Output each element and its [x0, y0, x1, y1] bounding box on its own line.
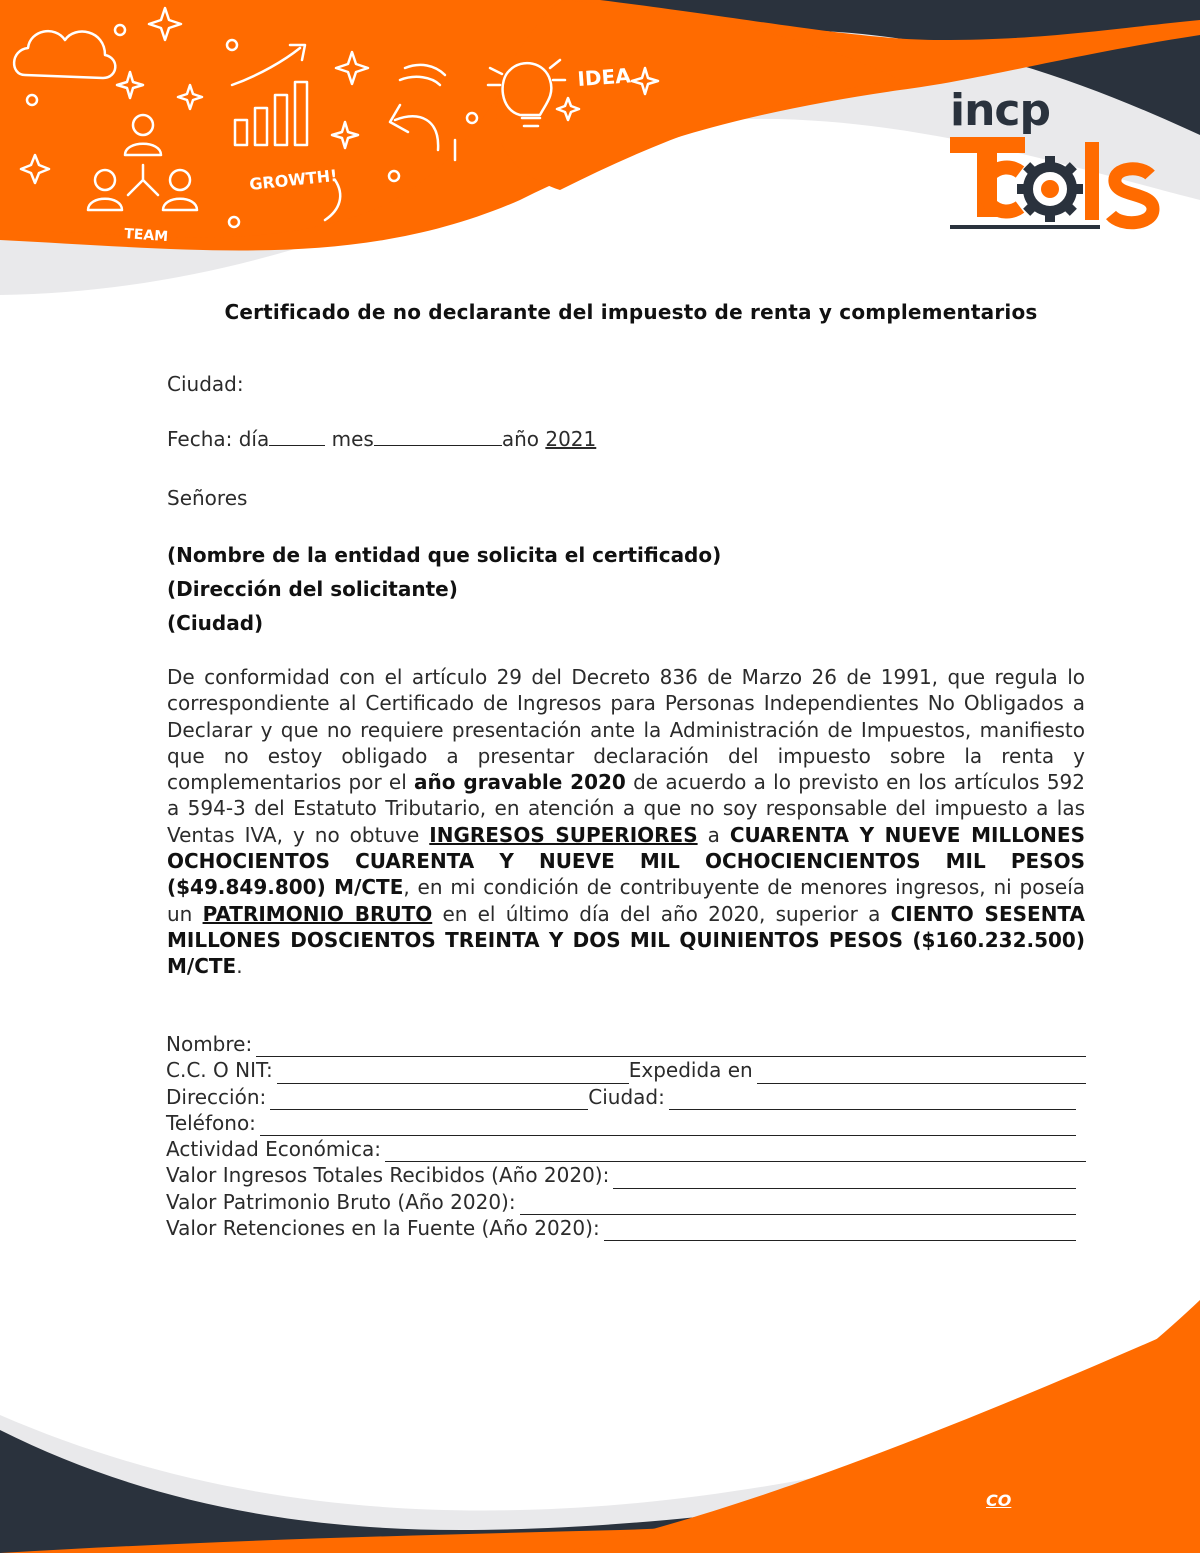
body-bold-year: año gravable 2020 [414, 770, 626, 795]
retenciones-label: Valor Retenciones en la Fuente (Año 2020): [166, 1216, 600, 1241]
fecha-year-value: 2021 [545, 427, 597, 451]
body-ingresos-superiores: INGRESOS SUPERIORES [429, 822, 698, 847]
fecha-mes-label: mes [325, 427, 374, 451]
cc-nit-field[interactable] [277, 1065, 629, 1084]
actividad-field[interactable] [385, 1143, 1086, 1162]
direccion-field[interactable] [270, 1091, 588, 1110]
expedida-field[interactable] [757, 1065, 1086, 1084]
form-row-patrimonio [166, 1189, 1086, 1215]
form-row-actividad [166, 1136, 1086, 1162]
recipient-city: (Ciudad) [167, 611, 264, 635]
greeting: Señores [167, 486, 248, 510]
telefono-field[interactable] [260, 1117, 1076, 1136]
ingresos-label: Valor Ingresos Totales Recibidos (Año 2020): [166, 1163, 610, 1188]
retenciones-field[interactable] [604, 1222, 1076, 1241]
actividad-label: Actividad Económica: [166, 1137, 381, 1162]
form-row-retenciones [166, 1215, 1086, 1241]
form-row-telefono [166, 1110, 1086, 1136]
body-text-2: de acuerdo a lo previsto en los artículos 592 a 594-3 del Estatuto Tributario, en atención a que no soy responsable del impuesto a las Ventas IVA, y no obtuve [167, 770, 1086, 847]
ciudad-label: Ciudad: [167, 372, 244, 396]
document-title: Certificado de no declarante del impuesto de renta y complementarios [224, 300, 1038, 324]
direccion-label: Dirección: [166, 1084, 267, 1109]
logo-incp-text: incp [950, 85, 1050, 136]
logo-tools-mark [945, 137, 1170, 237]
ciudad-field[interactable] [669, 1091, 1076, 1110]
fecha-dia-blank[interactable] [269, 429, 325, 446]
form-row-cc [166, 1057, 1086, 1083]
patrimonio-field[interactable] [520, 1196, 1076, 1215]
body-bold-patrimonio-amount: CIENTO SESENTA MILLONES DOSCIENTOS TREINTA Y DOS MIL QUINIENTOS PESOS ($160.232.500) M/CTE [167, 901, 1085, 979]
fecha-mes-blank[interactable] [374, 429, 502, 446]
expedida-label: Expedida en [628, 1058, 753, 1083]
nombre-label: Nombre: [166, 1032, 253, 1056]
form-row-ingresos [166, 1162, 1086, 1188]
recipient-address: (Dirección del solicitante) [167, 577, 458, 601]
body-paragraph [167, 664, 1085, 980]
fecha-line [167, 427, 596, 451]
telefono-label: Teléfono: [166, 1110, 256, 1135]
form-row-direccion [166, 1084, 1086, 1110]
doodle-idea-text: IDEA [576, 63, 632, 91]
body-text-1: De conformidad con el artículo 29 del Decreto 836 de Marzo 26 de 1991, que regula lo correspondiente al Certificado de Ingresos para Personas Independientes No Obligados a Declarar y que no requiere presentación ante la Administración de Impuestos, manifiesto que no estoy obligado a presentar declaración del impuesto sobre la renta y complementarios por el [167, 665, 1085, 795]
recipient-entity: (Nombre de la entidad que solicita el certificado) [167, 543, 722, 567]
patrimonio-label: Valor Patrimonio Bruto (Año 2020): [166, 1189, 516, 1214]
signature-form [166, 1031, 1086, 1241]
ingresos-field[interactable] [613, 1170, 1076, 1189]
body-text-4: , en mi condición de contribuyente de menores ingresos, ni poseía un [167, 875, 1085, 926]
cc-nit-label: C.C. O NIT: [166, 1058, 273, 1083]
gear-icon [1017, 156, 1083, 222]
body-patrimonio-bruto: PATRIMONIO BRUTO [202, 901, 433, 926]
body-text-6: . [236, 954, 243, 979]
doodle-team-text: TEAM [123, 226, 169, 246]
fecha-dia-label: Fecha: día [167, 427, 270, 451]
doodle-growth-text: GROWTH! [248, 165, 339, 194]
ciudad-form-label: Ciudad: [588, 1084, 665, 1109]
nombre-field[interactable] [256, 1038, 1086, 1057]
fecha-anio-label: año [501, 427, 546, 451]
body-bold-ingresos-amount: CUARENTA Y NUEVE MILLONES OCHOCIENTOS CUARENTA Y NUEVE MIL OCHOCIENCIENTOS MIL PESOS ($49.849.800) M/CTE [167, 822, 1085, 900]
incp-tools-logo [945, 85, 1170, 235]
body-text-5: en el último día del año 2020, superior a [432, 901, 891, 926]
footer-country-code: CO [986, 1491, 1012, 1510]
form-row-nombre [166, 1031, 1086, 1057]
body-text-3: a [697, 822, 730, 847]
